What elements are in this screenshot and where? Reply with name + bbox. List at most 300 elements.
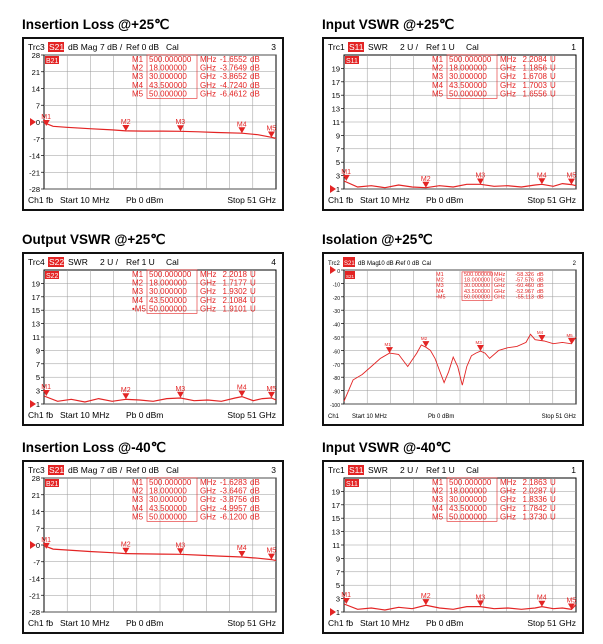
vna-plot-svg: [324, 39, 582, 209]
marker-label: M2: [120, 387, 131, 395]
marker-label: M3: [175, 119, 186, 127]
marker-table-freq: 43.500000: [149, 295, 187, 305]
ref-label: Ref 0 dB: [396, 261, 420, 267]
y-tick-label: 5: [35, 373, 40, 383]
marker-table-freq: 500.000000: [149, 478, 192, 487]
marker-table-name: M1: [132, 55, 144, 64]
marker-table-unit: GHz: [500, 503, 516, 513]
marker-table-value: -6.1200: [219, 512, 247, 522]
channel-label: Ch1: [28, 410, 44, 420]
marker-label: M2: [420, 175, 431, 183]
marker-label: M2: [120, 119, 131, 127]
trace-number: 1: [571, 465, 576, 475]
marker-label: M1: [384, 342, 391, 348]
marker-table-name: M2: [132, 486, 144, 496]
ref-label: Ref 0 dB: [126, 42, 160, 52]
marker-table-name: M1: [132, 478, 144, 487]
marker-table-vunit: dB: [537, 277, 544, 284]
marker-table-value: -6.4612: [219, 89, 247, 99]
power-level: Pb 0 dBm: [126, 195, 164, 205]
marker-table-name: M4: [132, 80, 144, 90]
marker-table-vunit: dB: [250, 55, 260, 64]
format-label: SWR: [368, 42, 388, 52]
y-tick-label: 3: [335, 171, 340, 181]
marker-table-name: M1: [436, 272, 444, 278]
marker-label: M3: [475, 594, 486, 602]
chart-title: Input VSWR @+25℃: [322, 17, 455, 32]
y-tick-label: 15: [31, 306, 40, 316]
marker-table-freq: 50.000000: [149, 304, 187, 314]
vna-screen: [322, 37, 584, 211]
marker-label: M4: [536, 172, 547, 180]
y-tick-label: -90: [332, 389, 340, 396]
y-tick-label: 19: [331, 487, 340, 497]
marker-table-value: -4.7240: [219, 80, 247, 90]
format-label: SWR: [68, 257, 88, 267]
marker-table-freq: 18.000000: [449, 486, 487, 496]
marker-table-freq: 50.000000: [449, 89, 487, 99]
trace-name: Trc4: [28, 257, 45, 267]
marker-label: M5: [266, 547, 277, 555]
marker-table-name: M5: [432, 512, 444, 522]
marker-table-vunit: U: [250, 295, 256, 305]
param-name: S21: [49, 465, 65, 475]
marker-table-unit: GHz: [200, 278, 216, 288]
marker-table-freq: 500.000000: [464, 272, 494, 278]
y-tick-label: 3: [35, 386, 40, 396]
start-frequency: Start 10 MHz: [360, 195, 410, 205]
y-tick-label: 17: [331, 500, 340, 510]
marker-table-name: M5: [132, 512, 144, 522]
marker-label: M4: [236, 121, 247, 129]
y-tick-label: -7: [33, 557, 40, 567]
chart-title: Input VSWR @-40℃: [322, 440, 451, 455]
marker-table-freq: 500.000000: [449, 478, 492, 487]
marker-table-value: 1.7842: [522, 503, 547, 513]
trace-name: Trc2: [328, 261, 340, 267]
marker-table-vunit: dB: [537, 288, 544, 295]
marker-label: M1: [341, 592, 352, 600]
marker-table-name: •M5: [132, 304, 146, 314]
marker-table-freq: 18.000000: [149, 278, 187, 288]
marker-label: M3: [475, 172, 486, 180]
marker-table-value: -3.8756: [219, 495, 247, 505]
marker-label: M4: [536, 329, 544, 335]
y-tick-label: 5: [335, 581, 340, 591]
marker-table-unit: MHz: [494, 272, 506, 278]
marker-table-unit: GHz: [200, 486, 216, 496]
marker-table-freq: 50.000000: [149, 89, 187, 99]
y-tick-label: -100: [329, 403, 340, 409]
ref-label: Ref 1 U: [126, 257, 155, 267]
marker-table-unit: MHz: [200, 55, 217, 64]
marker-table-freq: 18.000000: [464, 277, 490, 284]
cal-label: Cal: [166, 465, 179, 475]
marker-table-vunit: U: [550, 80, 556, 90]
y-tick-label: -21: [29, 591, 40, 601]
power-level: Pb 0 dBm: [428, 414, 455, 420]
marker-table-vunit: dB: [250, 486, 260, 496]
trace-number: 1: [571, 42, 576, 52]
marker-table-unit: GHz: [200, 72, 216, 82]
ref-marker-label: B21: [46, 481, 59, 488]
marker-label: M3: [475, 340, 482, 346]
marker-table-freq: 43.500000: [149, 503, 187, 513]
marker-table-vunit: dB: [250, 478, 260, 487]
y-tick-label: 5: [335, 158, 340, 168]
marker-label: M1: [341, 168, 352, 176]
marker-table-freq: 500.000000: [449, 55, 492, 64]
marker-table-vunit: U: [550, 503, 556, 513]
marker-table-name: M5: [432, 89, 444, 99]
marker-table-vunit: dB: [250, 503, 260, 513]
format-label: dB Mag: [68, 465, 98, 475]
start-frequency: Start 10 MHz: [60, 195, 110, 205]
marker-table-name: M4: [432, 503, 444, 513]
marker-table-value: 2.2084: [522, 55, 547, 64]
marker-table-freq: 500.000000: [149, 270, 192, 279]
marker-label: M3: [175, 542, 186, 550]
marker-table-freq: 18.000000: [149, 486, 187, 496]
marker-table-value: -58.326: [515, 272, 534, 278]
marker-table-vunit: dB: [250, 89, 260, 99]
marker-table-unit: GHz: [200, 89, 216, 99]
marker-table-freq: 50.000000: [149, 512, 187, 522]
scale-label: 10 dB /: [378, 261, 398, 267]
marker-table-vunit: U: [550, 495, 556, 505]
channel-flag: fb: [346, 618, 354, 628]
param-name: S22: [49, 257, 65, 267]
trace-name: Trc1: [328, 42, 345, 52]
marker-table-name: M4: [436, 288, 444, 295]
marker-table-unit: GHz: [200, 503, 216, 513]
stop-frequency: Stop 51 GHz: [227, 410, 276, 420]
trace-number: 3: [271, 465, 276, 475]
marker-table-name: M2: [132, 278, 144, 288]
vna-plot-svg: [324, 254, 582, 424]
marker-table-unit: GHz: [200, 63, 216, 73]
y-tick-label: 9: [35, 346, 40, 356]
marker-table-name: M2: [432, 63, 444, 73]
y-tick-label: -10: [332, 282, 340, 289]
cal-label: Cal: [166, 42, 179, 52]
y-tick-label: 7: [35, 101, 40, 111]
marker-table-name: M4: [132, 503, 144, 513]
y-tick-label: -80: [332, 376, 340, 383]
marker-table-freq: 18.000000: [449, 63, 487, 73]
marker-table-freq: 43.500000: [449, 80, 487, 90]
start-frequency: Start 10 MHz: [352, 414, 388, 420]
marker-table-value: 1.6556: [522, 89, 547, 99]
stop-frequency: Stop 51 GHz: [527, 195, 576, 205]
format-label: SWR: [368, 465, 388, 475]
marker-table-vunit: U: [550, 63, 556, 73]
marker-table-unit: GHz: [200, 287, 216, 297]
start-frequency: Start 10 MHz: [360, 618, 410, 628]
chart-title: Insertion Loss @+25℃: [22, 17, 170, 32]
marker-table-name: M3: [432, 495, 444, 505]
y-tick-label: -20: [332, 295, 340, 302]
marker-table-unit: GHz: [200, 495, 216, 505]
marker-table-name: M4: [432, 80, 444, 90]
y-tick-label: 13: [331, 104, 340, 114]
y-tick-label: 0: [35, 118, 40, 127]
y-tick-label: -28: [29, 185, 40, 194]
scale-label: 2 U /: [400, 42, 418, 52]
marker-table-unit: GHz: [494, 277, 505, 284]
marker-label: M2: [420, 593, 431, 601]
chart-title: Insertion Loss @-40℃: [22, 440, 166, 455]
power-level: Pb 0 dBm: [426, 195, 464, 205]
marker-table-unit: MHz: [500, 55, 517, 64]
ref-marker-label: S11: [346, 481, 358, 488]
channel-flag: fb: [346, 195, 354, 205]
trace-number: 2: [572, 261, 576, 267]
marker-table-vunit: dB: [537, 283, 544, 290]
marker-table-vunit: dB: [537, 272, 544, 278]
y-tick-label: -70: [332, 362, 340, 369]
y-tick-label: 7: [35, 524, 40, 534]
marker-table-value: -1.6283: [219, 478, 247, 487]
ref-label: Ref 0 dB: [126, 465, 160, 475]
marker-table-vunit: dB: [250, 63, 260, 73]
param-name: S21: [344, 261, 355, 267]
marker-table-vunit: U: [250, 270, 256, 279]
marker-table-name: M1: [432, 55, 444, 64]
marker-table-unit: GHz: [200, 295, 216, 305]
marker-table-vunit: U: [550, 512, 556, 522]
param-name: S21: [49, 42, 65, 52]
marker-table-vunit: dB: [250, 495, 260, 505]
stop-frequency: Stop 51 GHz: [227, 618, 276, 628]
marker-table-freq: 43.500000: [149, 80, 187, 90]
y-tick-label: -30: [332, 309, 340, 316]
marker-table-value: -60.460: [515, 283, 534, 290]
marker-table-unit: GHz: [494, 283, 505, 290]
marker-table-value: -1.6552: [219, 55, 247, 64]
marker-table-freq: 30.000000: [464, 283, 490, 290]
marker-table-vunit: U: [250, 304, 256, 314]
marker-table-name: M2: [436, 277, 444, 284]
marker-table-unit: GHz: [500, 486, 516, 496]
y-tick-label: 11: [332, 118, 340, 127]
marker-table-unit: GHz: [494, 294, 505, 301]
marker-table-value: 1.7177: [222, 278, 247, 288]
marker-table-value: 1.1856: [522, 63, 547, 73]
chart-title: Isolation @+25℃: [322, 232, 433, 247]
format-label: dB Mag: [68, 42, 98, 52]
marker-table-name: M3: [432, 72, 444, 82]
trace-name: Trc3: [28, 42, 45, 52]
vna-plot-svg: [324, 462, 582, 632]
marker-table-name: M3: [132, 72, 144, 82]
param-name: S11: [349, 465, 364, 475]
marker-table-name: M2: [432, 486, 444, 496]
marker-label: M2: [420, 336, 428, 342]
marker-table-vunit: dB: [537, 294, 544, 301]
marker-table-freq: 30.000000: [449, 495, 487, 505]
marker-table-freq: 50.000000: [464, 294, 490, 301]
channel-flag: fb: [46, 195, 54, 205]
marker-table-value: -3.8652: [219, 72, 247, 82]
ref-level-arrow: [330, 266, 336, 274]
marker-table-unit: GHz: [500, 512, 516, 522]
marker-table-value: -4.9957: [219, 503, 247, 513]
marker-table-vunit: dB: [250, 72, 260, 82]
y-tick-label: -21: [29, 168, 40, 178]
channel-label: Ch1: [328, 414, 340, 420]
cal-label: Cal: [466, 465, 479, 475]
marker-table-unit: MHz: [200, 270, 217, 279]
scale-label: 2 U /: [400, 465, 418, 475]
power-level: Pb 0 dBm: [426, 618, 464, 628]
stop-frequency: Stop 51 GHz: [227, 195, 276, 205]
scale-label: 2 U /: [100, 257, 118, 267]
marker-label: M5: [566, 172, 577, 180]
y-tick-label: 14: [31, 507, 40, 517]
ref-marker-label: B21: [46, 58, 59, 65]
cal-label: Cal: [466, 42, 479, 52]
marker-table-vunit: U: [550, 72, 556, 82]
marker-table-vunit: dB: [250, 512, 260, 522]
marker-table-unit: GHz: [200, 304, 216, 314]
y-tick-label: 14: [31, 84, 40, 94]
ref-marker-label: S22: [46, 273, 59, 280]
format-label: dB Mag: [358, 261, 379, 267]
marker-table-freq: 50.000000: [449, 512, 487, 522]
y-tick-label: 0: [337, 269, 340, 275]
marker-label: M4: [236, 384, 247, 392]
marker-table-vunit: U: [250, 278, 256, 288]
vna-plot-svg: [24, 462, 282, 632]
y-tick-label: 21: [31, 490, 40, 500]
marker-table-value: -57.576: [515, 277, 534, 284]
marker-table-vunit: U: [550, 89, 556, 99]
marker-table-vunit: U: [550, 55, 556, 64]
marker-table-freq: 500.000000: [149, 55, 192, 64]
marker-table-vunit: U: [550, 478, 556, 487]
ref-label: Ref 1 U: [426, 42, 455, 52]
channel-label: Ch1: [328, 195, 344, 205]
marker-table-freq: 30.000000: [149, 287, 187, 297]
y-tick-label: 15: [331, 514, 340, 524]
power-level: Pb 0 dBm: [126, 410, 164, 420]
marker-table-value: 1.3730: [522, 512, 547, 522]
vna-plot-svg: [24, 39, 282, 209]
marker-table-value: -52.967: [515, 288, 534, 295]
y-tick-label: 7: [35, 359, 40, 369]
marker-table-freq: 18.000000: [149, 63, 187, 73]
marker-table-freq: 30.000000: [449, 72, 487, 82]
marker-table-vunit: dB: [250, 80, 260, 90]
trace-number: 3: [271, 42, 276, 52]
cal-label: Cal: [166, 257, 179, 267]
y-tick-label: 7: [335, 567, 340, 577]
y-tick-label: -28: [29, 608, 40, 617]
marker-table-unit: GHz: [494, 288, 505, 295]
ref-label: Ref 1 U: [426, 465, 455, 475]
marker-table-unit: GHz: [500, 63, 516, 73]
y-tick-label: 1: [35, 400, 40, 409]
marker-table-unit: GHz: [500, 89, 516, 99]
marker-table-unit: GHz: [200, 80, 216, 90]
trace-name: Trc1: [328, 465, 345, 475]
power-level: Pb 0 dBm: [126, 618, 164, 628]
y-tick-label: -60: [332, 349, 340, 356]
marker-triangle: [386, 347, 393, 353]
y-tick-label: 11: [32, 333, 40, 342]
param-name: S11: [349, 42, 364, 52]
marker-label: M3: [175, 385, 186, 393]
marker-table-value: 1.9101: [222, 304, 247, 314]
marker-table-name: M3: [132, 495, 144, 505]
marker-table-value: 1.8336: [522, 495, 547, 505]
y-tick-label: 1: [335, 608, 340, 617]
marker-table-name: M3: [436, 283, 444, 290]
vna-screen: [22, 252, 284, 426]
channel-label: Ch1: [28, 195, 44, 205]
stop-frequency: Stop 51 GHz: [527, 618, 576, 628]
channel-flag: fb: [46, 410, 54, 420]
marker-table-value: 2.1084: [222, 295, 247, 305]
y-tick-label: 19: [331, 64, 340, 74]
marker-table-freq: 30.000000: [149, 72, 187, 82]
y-tick-label: -50: [332, 336, 340, 342]
marker-table-unit: GHz: [500, 80, 516, 90]
y-tick-label: 7: [335, 144, 340, 154]
marker-table-name: M1: [432, 478, 444, 487]
trace-name: Trc3: [28, 465, 45, 475]
marker-table-unit: MHz: [500, 478, 517, 487]
y-tick-label: 13: [31, 319, 40, 329]
channel-label: Ch1: [328, 618, 344, 628]
marker-label: M2: [120, 541, 131, 549]
y-tick-label: 13: [331, 527, 340, 537]
ref-marker-label: S11: [346, 58, 358, 65]
marker-table-value: -55.113: [515, 294, 534, 301]
marker-table-name: M5: [132, 89, 144, 99]
marker-label: M1: [41, 383, 52, 391]
marker-table-value: 2.0287: [522, 486, 547, 496]
trace-number: 4: [271, 257, 276, 267]
marker-triangle: [477, 345, 484, 351]
marker-table-unit: MHz: [200, 478, 217, 487]
marker-label: M4: [236, 544, 247, 552]
scale-label: 7 dB /: [100, 465, 123, 475]
marker-table-name: M1: [132, 270, 144, 279]
chart-title: Output VSWR @+25℃: [22, 232, 166, 247]
y-tick-label: 21: [31, 67, 40, 77]
marker-table-name: M3: [132, 287, 144, 297]
stop-frequency: Stop 51 GHz: [541, 414, 576, 420]
vna-screen: [322, 252, 584, 426]
y-tick-label: 19: [31, 279, 40, 289]
y-tick-label: 28: [31, 51, 40, 60]
marker-label: M5: [266, 125, 277, 133]
start-frequency: Start 10 MHz: [60, 618, 110, 628]
marker-table-freq: 43.500000: [464, 288, 490, 295]
marker-label: M5: [566, 597, 577, 605]
y-tick-label: -14: [29, 151, 40, 161]
marker-table-value: -3.6467: [219, 486, 247, 496]
marker-table-value: 2.1863: [522, 478, 547, 487]
y-tick-label: 17: [31, 292, 40, 302]
y-tick-label: -14: [29, 574, 40, 584]
y-tick-label: -40: [332, 322, 340, 329]
marker-table-value: 1.7003: [522, 80, 547, 90]
y-tick-label: -7: [33, 134, 40, 144]
marker-table-vunit: U: [250, 287, 256, 297]
